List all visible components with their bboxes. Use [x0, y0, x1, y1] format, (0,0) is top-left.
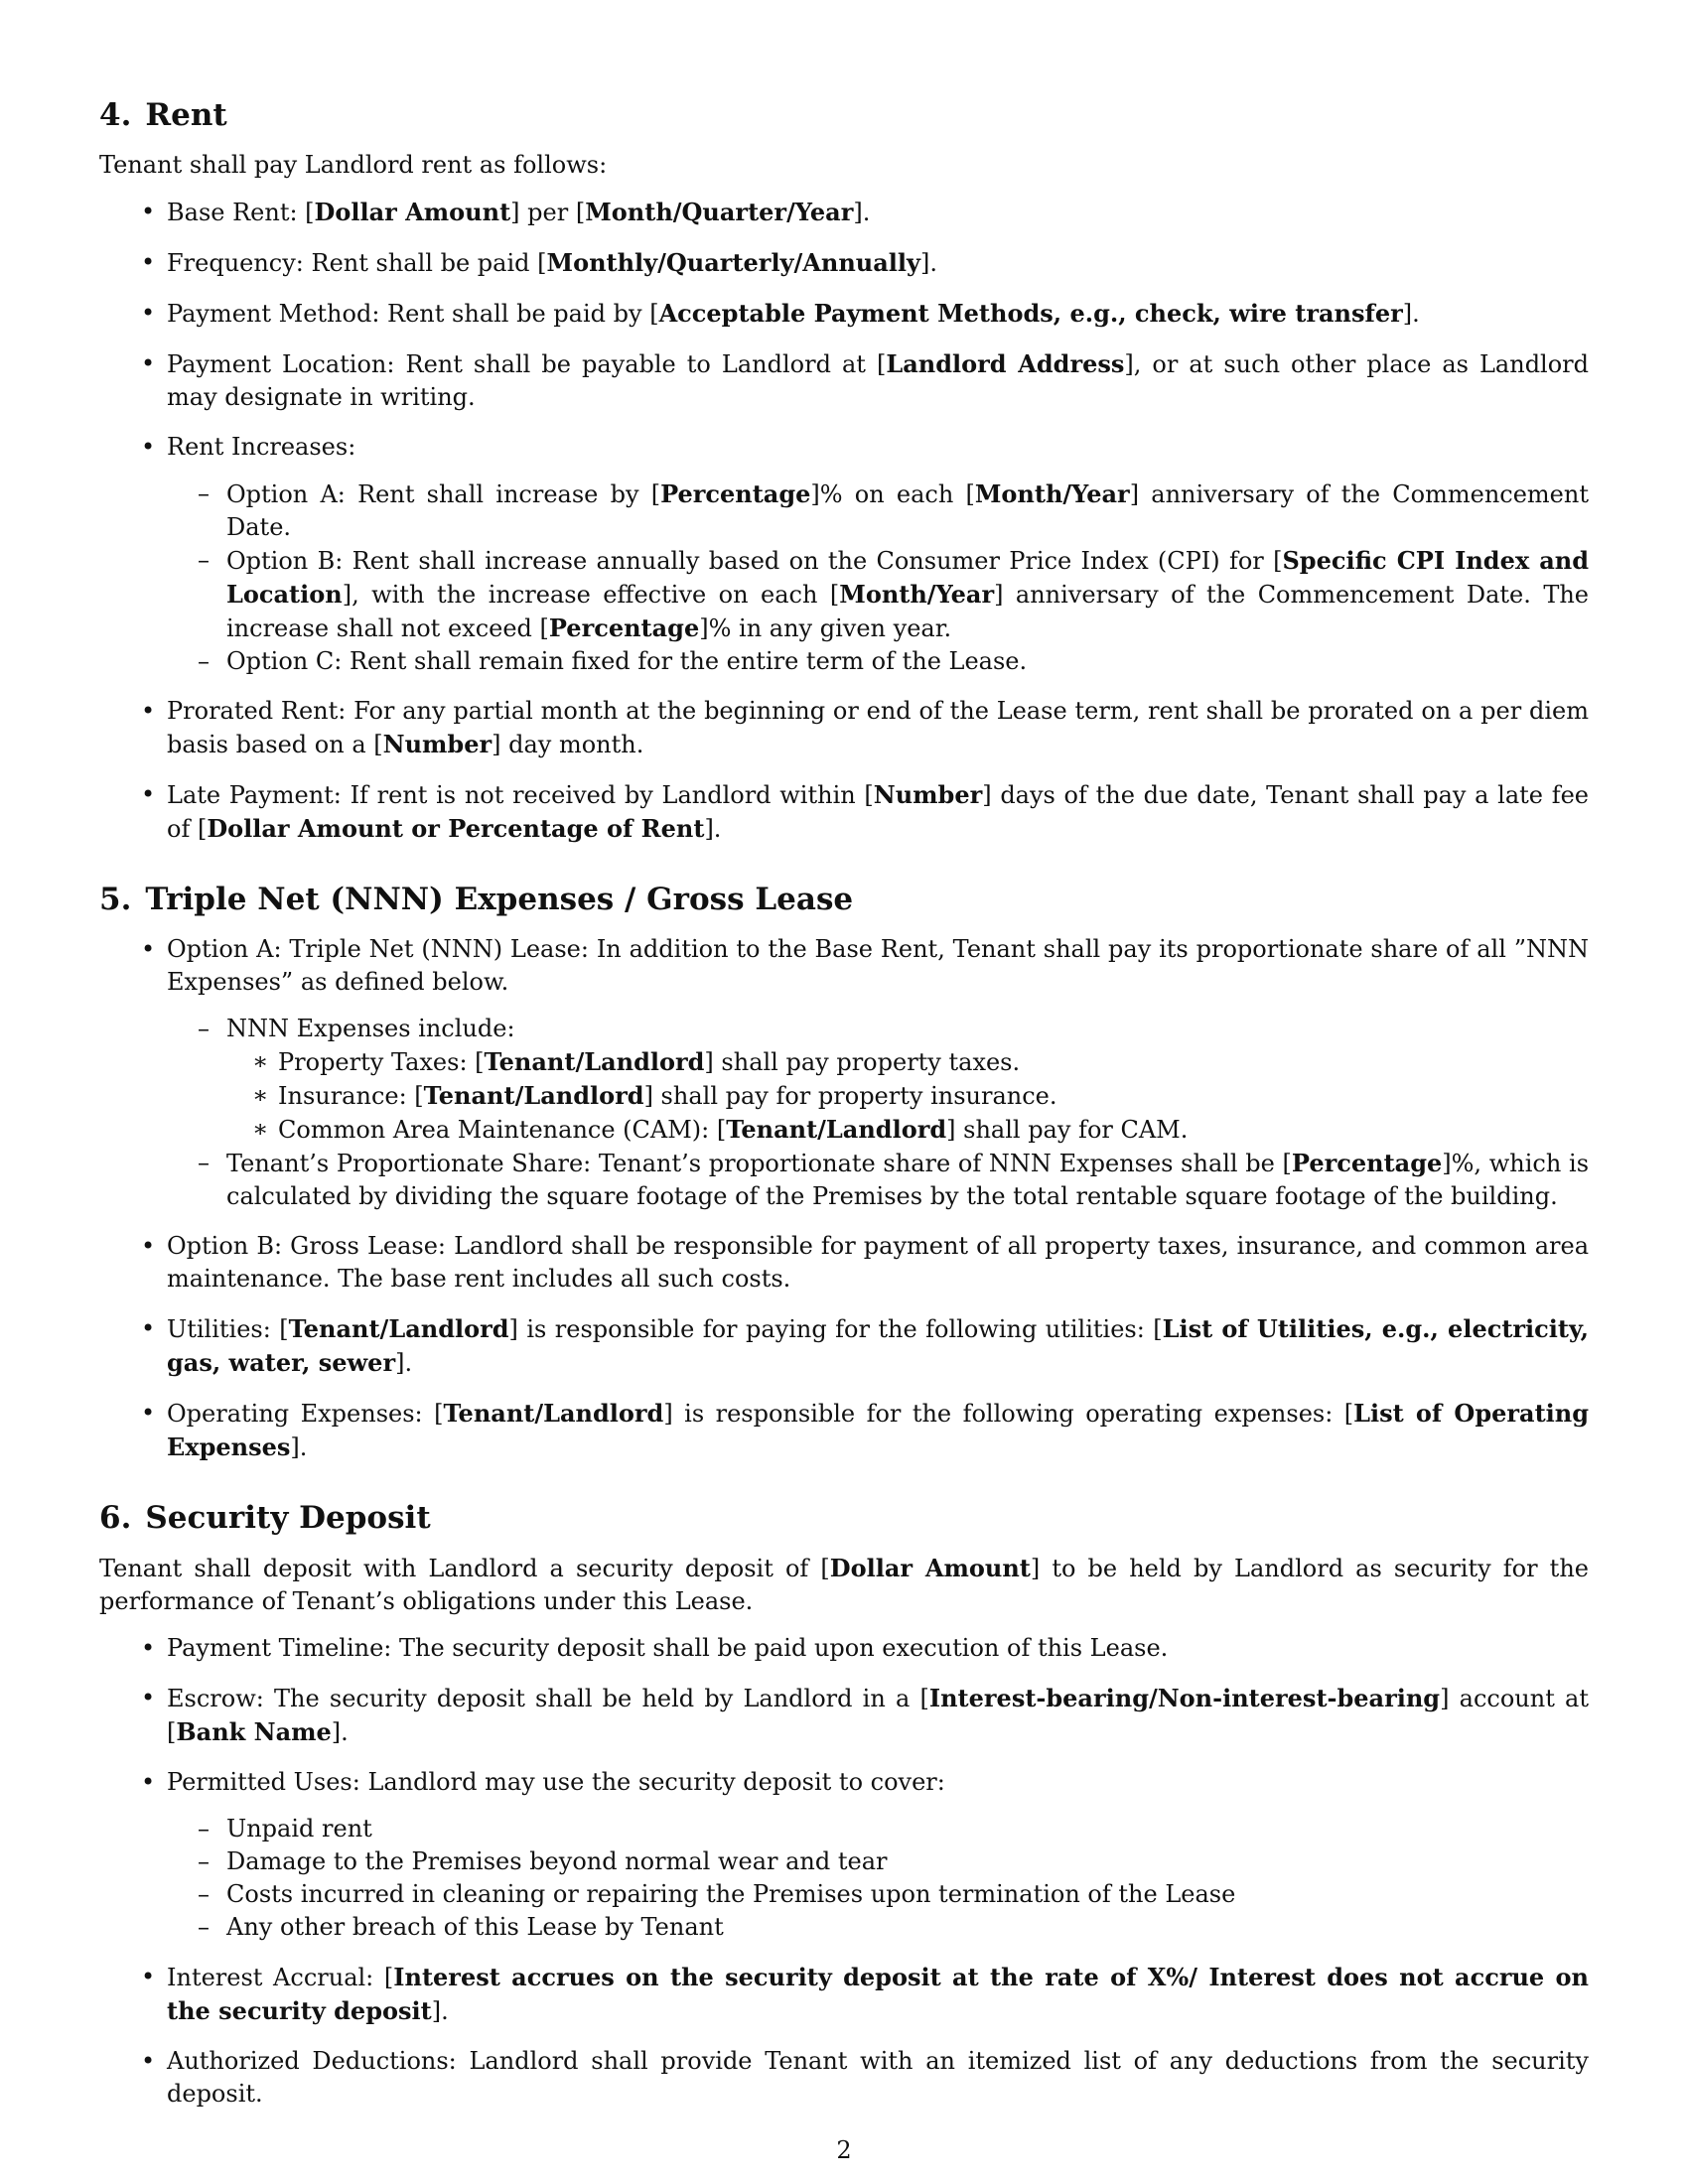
permitted-use-item: – Unpaid rent	[166, 1813, 1589, 1845]
page-number: 2	[836, 2136, 852, 2164]
section-number: 4.	[99, 97, 132, 133]
list-item-payment-location: • Payment Location: Rent shall be payable to Landlord at [Landlord Address], or at such other place as Landlord may designate in writing.	[99, 347, 1589, 414]
proportionate-share: – Tenant’s Proportionate Share: Tenant’s proportionate share of NNN Expenses shall be [Percentage]%, which is calculated by dividing the square footage of the Premises by the total rentable square footage of the building.	[166, 1147, 1589, 1213]
nnn-property-taxes: ∗ Property Taxes: [Tenant/Landlord] shall pay property taxes.	[226, 1045, 1589, 1079]
nnn-insurance: ∗ Insurance: [Tenant/Landlord] shall pay for property insurance.	[226, 1079, 1589, 1113]
nnn-sublist	[167, 1013, 1589, 1213]
option-b: – Option B: Rent shall increase annually based on the Consumer Price Index (CPI) for [Specific CPI Index and Location], with the increase effective on each [Month/Year] anniversary of the Commencement Date. The increase shall not exceed [Percentage]% in any given year.	[166, 544, 1589, 645]
list-item-permitted-uses: • Permitted Uses: Landlord may use the security deposit to cover: – Unpaid rent – Damage to the Premises beyond normal wear and tear – Costs incurred in cleaning or repairing the Premises upon termination of the Lease – Any other breach of this Lease by Tenant	[99, 1766, 1589, 1944]
option-c: – Option C: Rent shall remain fixed for the entire term of the Lease.	[166, 645, 1589, 678]
deposit-terms-list	[99, 1632, 1589, 2111]
section-number: 6.	[99, 1500, 132, 1536]
option-a: – Option A: Rent shall increase by [Percentage]% on each [Month/Year] anniversary of the Commencement Date.	[166, 478, 1589, 544]
permitted-use-item: – Costs incurred in cleaning or repairing the Premises upon termination of the Lease	[166, 1878, 1589, 1911]
section-title: Security Deposit	[145, 1500, 431, 1536]
section-intro: Tenant shall pay Landlord rent as follows:	[99, 151, 608, 179]
rent-increase-options	[167, 478, 1589, 678]
nnn-cam: ∗ Common Area Maintenance (CAM): [Tenant/Landlord] shall pay for CAM.	[226, 1113, 1589, 1147]
list-item-authorized-deductions: • Authorized Deductions: Landlord shall provide Tenant with an itemized list of any deductions from the security deposit.	[99, 2045, 1589, 2111]
section-title: Triple Net (NNN) Expenses / Gross Lease	[145, 882, 854, 917]
permitted-use-item: – Damage to the Premises beyond normal wear and tear	[166, 1845, 1589, 1878]
nnn-expenses-include: – NNN Expenses include: ∗ Property Taxes: [Tenant/Landlord] shall pay property taxes. ∗ Insurance: [Tenant/Landlord] shall pay for property insurance. ∗ Common Area Maintenance (CAM): [Tenant/Landlord] shall pay for CAM.	[166, 1013, 1589, 1147]
list-item-operating-expenses: • Operating Expenses: [Tenant/Landlord] is responsible for the following operating expenses: [List of Operating Expenses].	[99, 1397, 1589, 1464]
section-heading	[99, 95, 1589, 135]
list-item-utilities: • Utilities: [Tenant/Landlord] is responsible for paying for the following utilities: [List of Utilities, e.g., electricity, gas, water, sewer].	[99, 1312, 1589, 1380]
permitted-uses-list	[167, 1813, 1589, 1944]
section-rent	[99, 95, 1589, 846]
document-page	[99, 95, 1589, 2127]
section-security-deposit	[99, 1498, 1589, 2111]
list-item-frequency: • Frequency: Rent shall be paid [Monthly/Quarterly/Annually].	[99, 246, 1589, 280]
section-number: 5.	[99, 882, 132, 917]
list-item-option-a-nnn: • Option A: Triple Net (NNN) Lease: In addition to the Base Rent, Tenant shall pay its proportionate share of all ”NNN Expenses” as defined below. – NNN Expenses include: ∗ Property Taxes: [Tenant/Landlord] shall pay property taxes. ∗ Insurance: [Tenant/Landlord] shall pay for property insurance. ∗ Common Area Maintenance (CAM): [Tenant/Landlord] shall pay for CAM. – Tenant’s Proportionate Share: Tenant’s proportionate share of NNN Expenses shall be [Percentage]%, which is calculated by dividing the square footage of the Premises by the total rentable square footage of the building.	[99, 933, 1589, 1213]
permitted-use-item: – Any other breach of this Lease by Tenant	[166, 1911, 1589, 1944]
list-item-rent-increases: • Rent Increases: – Option A: Rent shall increase by [Percentage]% on each [Month/Year] anniversary of the Commencement Date. – Option B: Rent shall increase annually based on the Consumer Price Index (CPI) for [Specific CPI Index and Location], with the increase effective on each [Month/Year] anniversary of the Commencement Date. The increase shall not exceed [Percentage]% in any given year. – Option C: Rent shall remain fixed for the entire term of the Lease.	[99, 431, 1589, 678]
rent-terms-list	[99, 196, 1589, 846]
list-item-payment-timeline: • Payment Timeline: The security deposit shall be paid upon execution of this Lease.	[99, 1632, 1589, 1665]
section-heading	[99, 1498, 1589, 1538]
nnn-terms-list	[99, 933, 1589, 1464]
list-item-late-payment: • Late Payment: If rent is not received by Landlord within [Number] days of the due date, Tenant shall pay a late fee of [Dollar Amount or Percentage of Rent].	[99, 778, 1589, 846]
section-nnn-expenses	[99, 880, 1589, 1464]
section-heading	[99, 880, 1589, 919]
list-item-prorated-rent: • Prorated Rent: For any partial month at the beginning or end of the Lease term, rent shall be prorated on a per diem basis based on a [Number] day month.	[99, 695, 1589, 761]
list-item-interest-accrual: • Interest Accrual: [Interest accrues on the security deposit at the rate of X%/ Interest does not accrue on the security deposit].	[99, 1961, 1589, 2028]
section-title: Rent	[145, 97, 227, 133]
list-item-base-rent: • Base Rent: [Dollar Amount] per [Month/Quarter/Year].	[99, 196, 1589, 229]
section-intro: Tenant shall deposit with Landlord a security deposit of [Dollar Amount] to be held by Landlord as security for the performance of Tenant’s obligations under this Lease.	[99, 1554, 1589, 1615]
list-item-escrow: • Escrow: The security deposit shall be held by Landlord in a [Interest-bearing/Non-interest-bearing] account at [Bank Name].	[99, 1682, 1589, 1749]
list-item-option-b-gross: • Option B: Gross Lease: Landlord shall be responsible for payment of all property taxes, insurance, and common area maintenance. The base rent includes all such costs.	[99, 1230, 1589, 1296]
nnn-expense-items	[226, 1045, 1589, 1147]
list-item-payment-method: • Payment Method: Rent shall be paid by [Acceptable Payment Methods, e.g., check, wire transfer].	[99, 297, 1589, 331]
